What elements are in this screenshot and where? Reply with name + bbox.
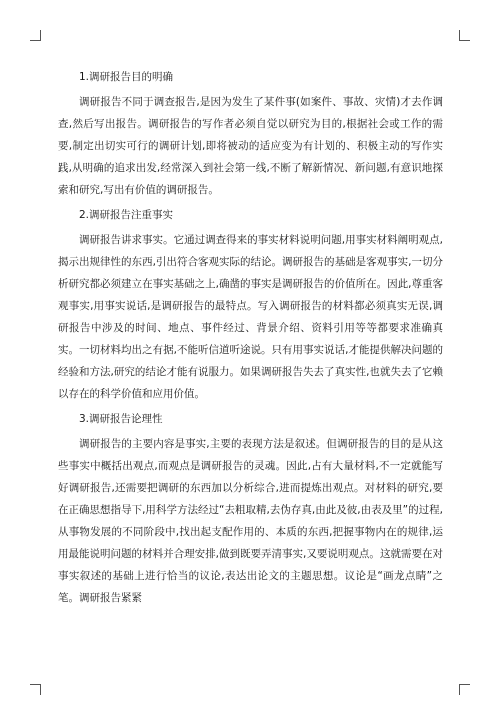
- section-paragraph-1: 调研报告不同于调查报告,是因为发生了某件事(如案件、事故、灾情)才去作调查,然后写出报告。调研报告的写作者必须自觉以研究为目的,根据社会或工作的需要,制定出切实可行的调研计划,即将被动的适应变为有计划的、积极主动的写作实践,从明确的追求出发,经常深入到社会第一线,不断了解新情况、新问题,有意识地探索和研究,写出有价值的调研报告。: [58, 96, 443, 196]
- section-heading-1: 1.调研报告目的明确: [79, 71, 174, 83]
- crop-mark-bottom-right: [459, 684, 470, 695]
- section-heading-2: 2.调研报告注重事实: [79, 209, 174, 221]
- crop-mark-top-right: [459, 30, 470, 41]
- section-heading-3: 3.调研报告论理性: [79, 413, 163, 425]
- crop-mark-top-left: [30, 30, 41, 41]
- section-paragraph-2: 调研报告讲求事实。它通过调查得来的事实材料说明问题,用事实材料阐明观点,揭示出规律性的东西,引出符合客观实际的结论。调研报告的基础是客观事实,一切分析研究都必须建立在事实基础之上,确凿的事实是调研报告的价值所在。因此,尊重客观事实,用事实说话,是调研报告的最特点。写入调研报告的材料都必须真实无误,调研报告中涉及的时间、地点、事件经过、背景介绍、资料引用等等都要求准确真实。一切材料均出之有据,不能听信道听途说。只有用事实说话,才能提供解决问题的经验和方法,研究的结论才能有说服力。如果调研报告失去了真实性,也就失去了它赖以存在的科学价值和应用价值。: [58, 234, 443, 400]
- crop-mark-bottom-left: [30, 684, 41, 695]
- section-paragraph-3: 调研报告的主要内容是事实,主要的表现方法是叙述。但调研报告的目的是从这些事实中概括出观点,而观点是调研报告的灵魂。因此,占有大量材料,不一定就能写好调研报告,还需要把调研的东西加以分析综合,进而提炼出观点。对材料的研究,要在正确思想指导下,用科学方法经过“去粗取精,去伪存真,由此及彼,由表及里”的过程,从事物发展的不同阶段中,找出起支配作用的、本质的东西,把握事物内在的规律,运用最能说明问题的材料并合理安排,做到既要弄清事实,又要说明观点。这就需要在对事实叙述的基础上进行恰当的议论,表达出论文的主题思想。议论是“画龙点睛”之笔。调研报告紧紧: [58, 438, 443, 604]
- document-body: [58, 66, 443, 609]
